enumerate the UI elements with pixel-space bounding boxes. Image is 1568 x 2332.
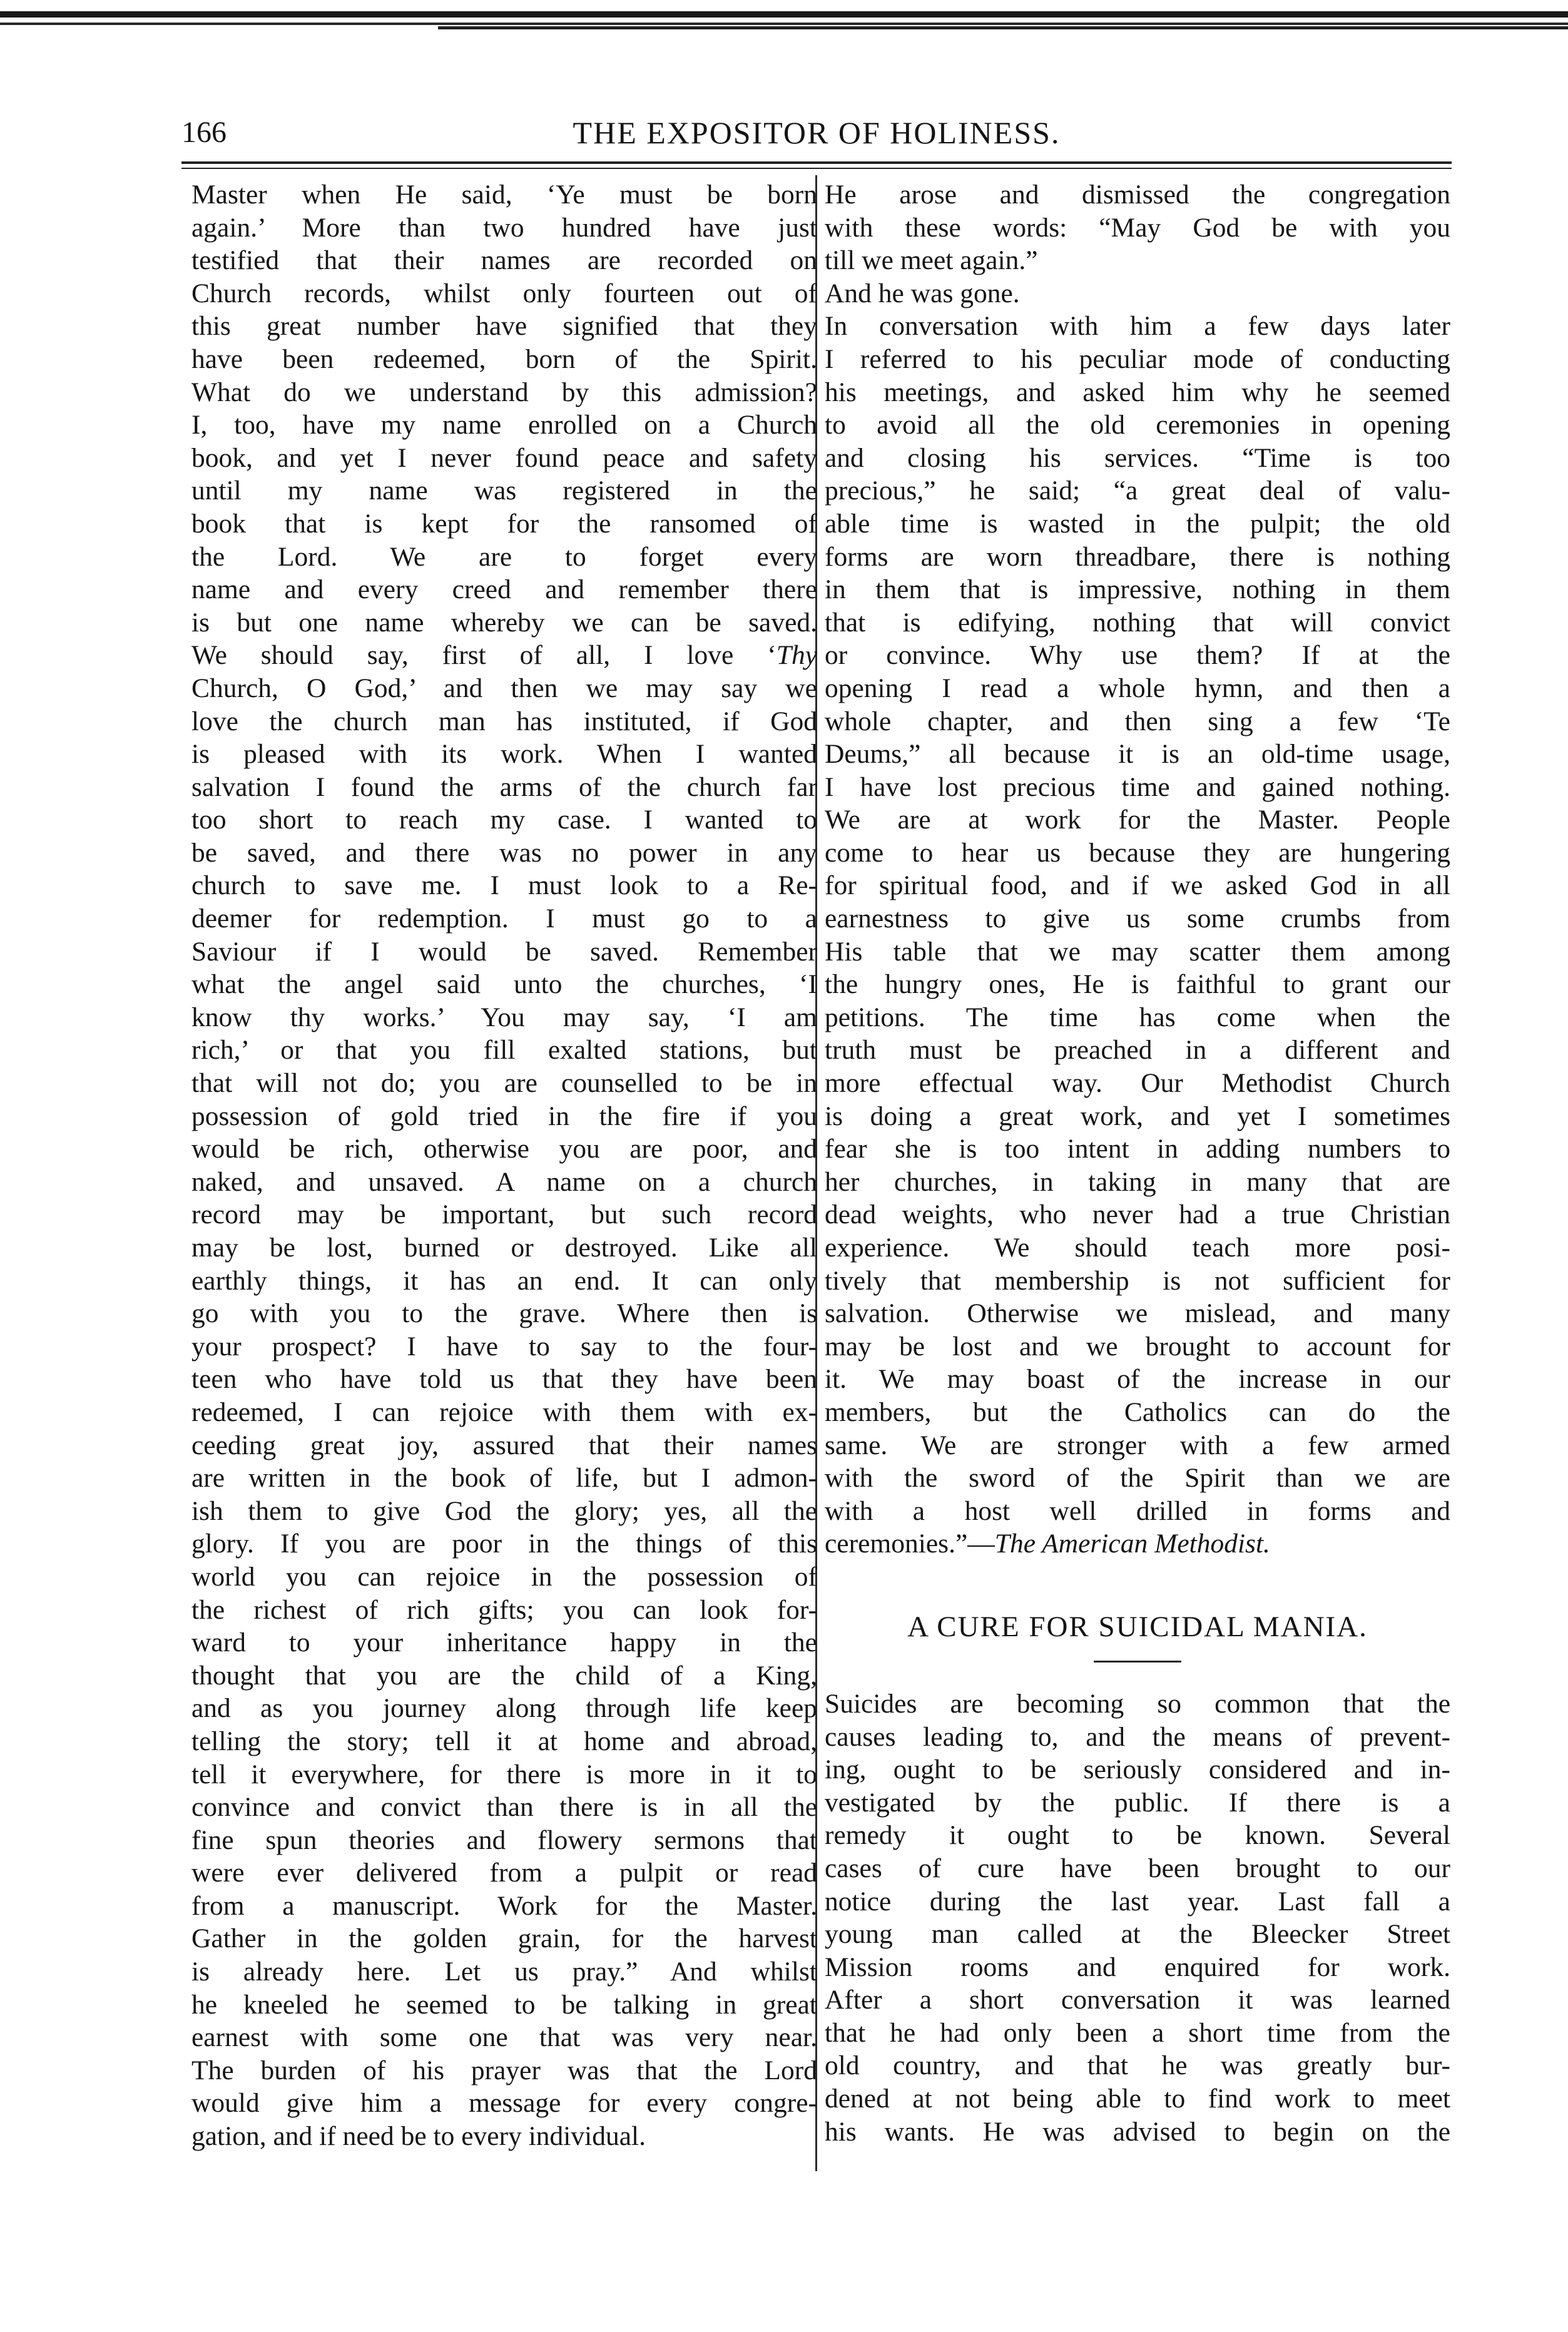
text-line: vestigated by the public. If there is a [825, 1787, 1450, 1818]
text-line: go with you to the grave. Where then is [191, 1298, 817, 1329]
text-line: possession of gold tried in the fire if you [191, 1101, 817, 1131]
text-line: book, and yet I never found peace and safety [191, 442, 817, 473]
text-line: that is edifying, nothing that will convict [825, 607, 1450, 638]
text-line: till we meet again.” [825, 245, 1038, 276]
text-line: is pleased with its work. When I wanted [191, 739, 817, 770]
text-line: I, too, have my name enrolled on a Church [191, 410, 817, 440]
text-line: experience. We should teach more posi- [825, 1233, 1450, 1263]
text-line: more effectual way. Our Methodist Church [825, 1068, 1450, 1099]
text-line: dened at not being able to find work to meet [825, 2084, 1450, 2114]
text-line: may be lost and we brought to account for [825, 1331, 1450, 1362]
text-line: the Lord. We are to forget every [191, 541, 817, 572]
text-line: gation, and if need be to every individual. [191, 2121, 646, 2152]
right-column-continuation [825, 178, 1450, 1527]
text-line: that he had only been a short time from the [825, 2017, 1450, 2048]
text-line: and as you journey along through life keep [191, 1693, 817, 1724]
text-line: would give him a message for every congre- [191, 2088, 817, 2119]
text-line: be saved, and there was no power in any [191, 837, 817, 868]
text-line: this great number have signified that they [191, 311, 817, 342]
text-line: salvation. Otherwise we mislead, and many [825, 1298, 1450, 1329]
text-line: his meetings, and asked him why he seemed [825, 377, 1450, 407]
text-line: I have lost precious time and gained nothing. [825, 771, 1450, 802]
text-line: is already here. Let us pray.” And whilst [191, 1957, 817, 1987]
text-line: forms are worn threadbare, there is nothing [825, 541, 1450, 572]
text-line: dead weights, who never had a true Christian [825, 1199, 1450, 1230]
text-line: Church records, whilst only fourteen out of [191, 278, 817, 308]
text-line: members, but the Catholics can do the [825, 1397, 1450, 1427]
text-line: are written in the book of life, but I admon- [191, 1463, 817, 1494]
text-line: petitions. The time has come when the [825, 1002, 1450, 1032]
text-line: with these words: “May God be with you [825, 212, 1450, 243]
article-body [825, 1688, 1450, 2148]
text-line: old country, and that he was greatly bur- [825, 2050, 1450, 2081]
text-line: causes leading to, and the means of prevent- [825, 1721, 1450, 1752]
text-line: the hungry ones, He is faithful to grant our [825, 969, 1450, 1000]
text-line: notice during the last year. Last fall a [825, 1886, 1450, 1917]
text-line: opening I read a whole hymn, and then a [825, 673, 1450, 703]
text-line: earnest with some one that was very near. [191, 2022, 817, 2053]
text-line: Mission rooms and enquired for work. [825, 1952, 1450, 1982]
text-line: redeemed, I can rejoice with them with ex- [191, 1397, 817, 1427]
text-line: would be rich, otherwise you are poor, and [191, 1134, 817, 1164]
text-line: know thy works.’ You may say, ‘I am [191, 1002, 817, 1032]
right-column [825, 178, 1450, 2148]
text-line: In conversation with him a few days later [825, 311, 1450, 342]
text-line: Deums,” all because it is an old-time usage, [825, 739, 1450, 770]
text-line: cases of cure have been brought to our [825, 1853, 1450, 1883]
heading-rule [1094, 1661, 1181, 1662]
text-line: until my name was registered in the [191, 476, 817, 506]
text-line: tively that membership is not sufficient for [825, 1265, 1450, 1296]
text-line: earnestness to give us some crumbs from [825, 904, 1450, 934]
text-line: telling the story; tell it at home and abroad, [191, 1726, 817, 1756]
text-line: truth must be preached in a different and [825, 1035, 1450, 1066]
text-line: We are at work for the Master. People [825, 805, 1450, 835]
text-line: her churches, in taking in many that are [825, 1166, 1450, 1197]
text-line: salvation I found the arms of the church far [191, 771, 817, 802]
article-heading: A CURE FOR SUICIDAL MANIA. [907, 1610, 1368, 1643]
text-line: thought that you are the child of a King, [191, 1660, 817, 1691]
text-line: fine spun theories and flowery sermons that [191, 1825, 817, 1855]
attribution-source: The American Methodist. [994, 1529, 1270, 1559]
text-line: he kneeled he seemed to be talking in great [191, 1989, 817, 2020]
text-line: ish them to give God the glory; yes, all the [191, 1495, 817, 1526]
page-number: 166 [181, 116, 227, 149]
text-line: book that is kept for the ransomed of [191, 508, 817, 539]
text-line: that will not do; you are counselled to be in [191, 1068, 817, 1099]
text-line: Saviour if I would be saved. Remember [191, 936, 817, 967]
text-line: with a host well drilled in forms and [825, 1495, 1450, 1526]
text-line: testified that their names are recorded on [191, 245, 817, 276]
journal-title: THE EXPOSITOR OF HOLINESS. [573, 115, 1061, 150]
text-line: is but one name whereby we can be saved. [191, 607, 817, 638]
top-border-thin-rule [438, 26, 1568, 29]
emphasis: Thy [776, 640, 817, 671]
header-rule [181, 161, 1452, 164]
header-rule-thin [181, 168, 1452, 169]
text-line: ceeding great joy, assured that their names [191, 1430, 817, 1460]
text-line: remedy it ought to be known. Several [825, 1820, 1450, 1851]
attribution-line [825, 1527, 1450, 1561]
text-line: And he was gone. [825, 278, 1020, 308]
text-line: his wants. He was advised to begin on the [825, 2116, 1450, 2147]
text-line: rich,’ or that you fill exalted stations, but [191, 1035, 817, 1066]
text-line: earthly things, it has an end. It can only [191, 1265, 817, 1296]
text-line: His table that we may scatter them among [825, 936, 1450, 967]
text-line: name and every creed and remember there [191, 574, 817, 605]
text-line: in them that is impressive, nothing in them [825, 574, 1450, 605]
text-line: to avoid all the old ceremonies in opening [825, 410, 1450, 440]
attribution-text: ceremonies.”— [825, 1529, 995, 1559]
text-line: I referred to his peculiar mode of conducting [825, 344, 1450, 374]
left-column [191, 178, 817, 2153]
text-line: Gather in the golden grain, for the harvest [191, 1923, 817, 1954]
text-line: ward to your inheritance happy in the [191, 1627, 817, 1658]
text-line: same. We are stronger with a few armed [825, 1430, 1450, 1460]
text-line: deemer for redemption. I must go to a [191, 904, 817, 934]
text-line: After a short conversation it was learned [825, 1985, 1450, 2015]
text-line: for spiritual food, and if we asked God in all [825, 870, 1450, 901]
text-line: teen who have told us that they have been [191, 1364, 817, 1395]
text-line: convince and convict than there is in all the [191, 1792, 817, 1823]
text-line: fear she is too intent in adding numbers to [825, 1134, 1450, 1164]
text-line: Master when He said, ‘Ye must be born [191, 180, 817, 210]
text-line: naked, and unsaved. A name on a church [191, 1166, 817, 1197]
text-line: We should say, first of all, I love ‘Thy [191, 640, 817, 671]
text-line: able time is wasted in the pulpit; the old [825, 508, 1450, 539]
text-line: record may be important, but such record [191, 1199, 817, 1230]
text-line: precious,” he said; “a great deal of valu- [825, 476, 1450, 506]
text-line: have been redeemed, born of the Spirit. [191, 344, 817, 374]
text-line: Church, O God,’ and then we may say we [191, 673, 817, 703]
text-line: or convince. Why use them? If at the [825, 640, 1450, 671]
text-line: again.’ More than two hundred have just [191, 212, 817, 243]
text-line: What do we understand by this admission? [191, 377, 817, 407]
text-line: your prospect? I have to say to the four- [191, 1331, 817, 1362]
text-line: church to save me. I must look to a Re- [191, 870, 817, 901]
text-line: glory. If you are poor in the things of this [191, 1529, 817, 1559]
text-line: the richest of rich gifts; you can look for- [191, 1594, 817, 1625]
text-line: and closing his services. “Time is too [825, 442, 1450, 473]
text-line: tell it everywhere, for there is more in it to [191, 1759, 817, 1790]
running-head [181, 108, 1452, 158]
text-line: come to hear us because they are hungering [825, 837, 1450, 868]
text-line: young man called at the Bleecker Street [825, 1919, 1450, 1950]
text-line: world you can rejoice in the possession of [191, 1561, 817, 1592]
text-line: Suicides are becoming so common that the [825, 1688, 1450, 1719]
text-line: too short to reach my case. I wanted to [191, 805, 817, 835]
text-line: love the church man has instituted, if God [191, 706, 817, 736]
text-line: with the sword of the Spirit than we are [825, 1463, 1450, 1494]
text-line: from a manuscript. Work for the Master. [191, 1890, 817, 1921]
text-line: what the angel said unto the churches, ‘I [191, 969, 817, 1000]
text-line: ing, ought to be seriously considered and in- [825, 1754, 1450, 1785]
text-line: were ever delivered from a pulpit or read [191, 1858, 817, 1888]
text-line: The burden of his prayer was that the Lord [191, 2055, 817, 2085]
text-line: it. We may boast of the increase in our [825, 1364, 1450, 1395]
text-line: whole chapter, and then sing a few ‘Te [825, 706, 1450, 736]
text-line: may be lost, burned or destroyed. Like all [191, 1233, 817, 1263]
text-line: He arose and dismissed the congregation [825, 180, 1450, 210]
text-line: is doing a great work, and yet I sometimes [825, 1101, 1450, 1131]
